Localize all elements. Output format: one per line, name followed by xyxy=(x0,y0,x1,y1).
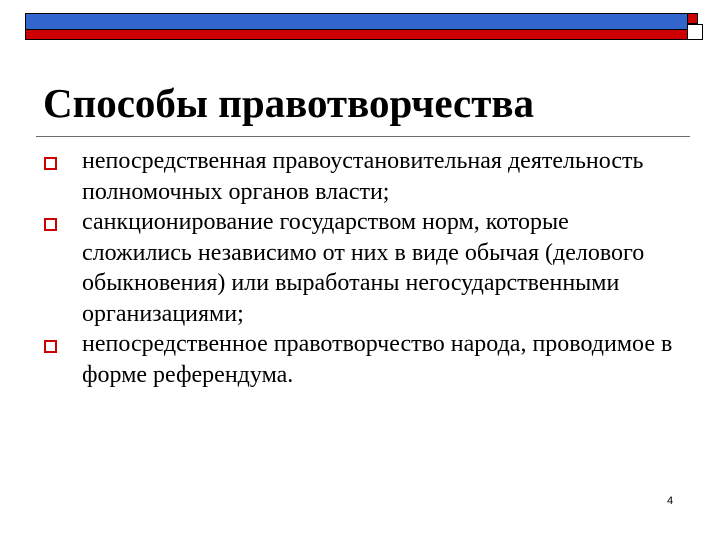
bullet-item-2 xyxy=(44,207,684,329)
title-divider xyxy=(36,136,690,137)
hollow-square-bullet-icon xyxy=(44,157,57,170)
hollow-square-bullet-icon xyxy=(44,340,57,353)
header-corner-outline-square xyxy=(687,24,703,40)
header-red-bar xyxy=(25,30,688,40)
bullet-item-3 xyxy=(44,329,684,390)
header-corner-red-square xyxy=(687,13,698,24)
slide-title: Способы правотворчества xyxy=(43,80,535,126)
page-number: 4 xyxy=(667,495,674,507)
bullet-list xyxy=(44,146,684,390)
bullet-text-1: непосредственная правоустановительная деятельность полномочных органов власти; xyxy=(82,148,644,205)
header-blue-bar xyxy=(25,13,688,30)
bullet-text-3: непосредственное правотворчество народа, проводимое в форме референдума. xyxy=(82,331,673,388)
bullet-item-1 xyxy=(44,146,684,207)
hollow-square-bullet-icon xyxy=(44,218,57,231)
bullet-text-2: санкционирование государством норм, которые сложились независимо от них в виде обычая (делового обыкновения) или выработаны негосударственными организациями; xyxy=(82,209,645,327)
